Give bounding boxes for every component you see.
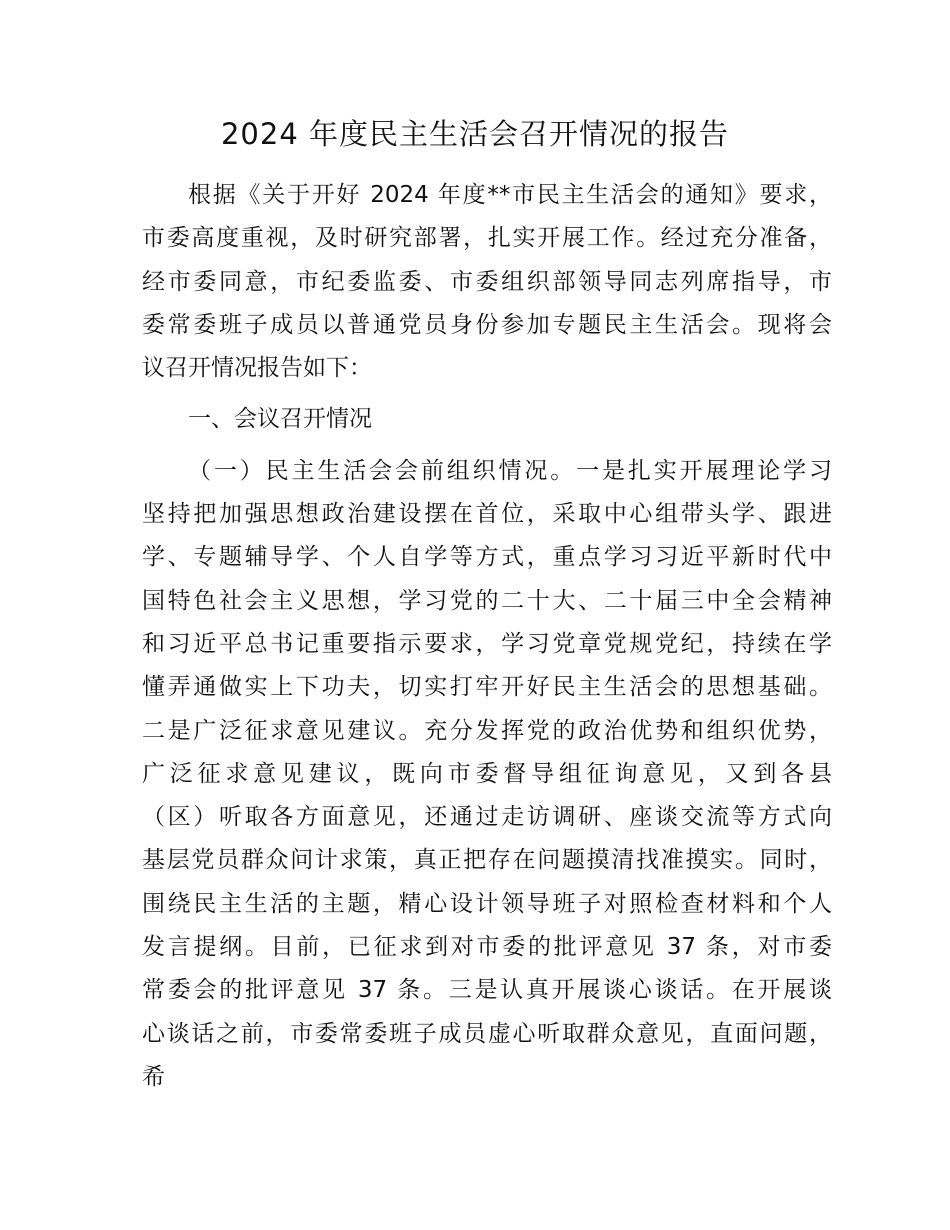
paragraph-line: 发言提纲。目前，已征求到对市委的批评意见 37 条，对市委 <box>142 934 832 961</box>
paragraph-line: 广泛征求意见建议，既向市委督导组征询意见，又到各县 <box>142 760 832 787</box>
paragraph-line: 基层党员群众问计求策，真正把存在问题摸清找准摸实。同时， <box>142 847 832 874</box>
paragraph-line: 学、专题辅导学、个人自学等方式，重点学习习近平新时代中 <box>142 544 832 571</box>
paragraph-line: 坚持把加强思想政治建设摆在首位，采取中心组带头学、跟进 <box>142 501 832 528</box>
paragraph-line: （一）民主生活会会前组织情况。一是扎实开展理论学习 <box>188 457 832 484</box>
document-body <box>142 174 832 1099</box>
paragraph-line: 市委高度重视，及时研究部署，扎实开展工作。经过充分准备， <box>142 225 832 252</box>
paragraph-line: 常委会的批评意见 37 条。三是认真开展谈心谈话。在开展谈 <box>142 977 832 1004</box>
document-title: 2024 年度民主生活会召开情况的报告 <box>220 117 730 151</box>
paragraph-line: 懂弄通做实上下功夫，切实打牢开好民主生活会的思想基础。 <box>142 674 832 701</box>
paragraph-line: 围绕民主生活的主题，精心设计领导班子对照检查材料和个人 <box>142 890 832 917</box>
paragraph-line: 根据《关于开好 2024 年度**市民主生活会的通知》要求， <box>188 182 832 208</box>
paragraph-line: 经市委同意，市纪委监委、市委组织部领导同志列席指导，市 <box>142 268 832 295</box>
section-heading: 一、会议召开情况 <box>188 406 372 433</box>
paragraph-line: 国特色社会主义思想，学习党的二十大、二十届三中全会精神 <box>142 587 832 614</box>
paragraph-line: 二是广泛征求意见建议。充分发挥党的政治优势和组织优势， <box>142 717 832 744</box>
paragraph-line: 委常委班子成员以普通党员身份参加专题民主生活会。现将会 <box>142 311 832 338</box>
paragraph-line: 和习近平总书记重要指示要求，学习党章党规党纪，持续在学 <box>142 630 832 657</box>
paragraph-line: （区）听取各方面意见，还通过走访调研、座谈交流等方式向 <box>142 804 832 831</box>
paragraph-line: 心谈话之前，市委常委班子成员虚心听取群众意见，直面问题， <box>142 1020 832 1047</box>
paragraph-line: 议召开情况报告如下： <box>142 355 372 382</box>
paragraph-line: 希 <box>142 1063 165 1090</box>
